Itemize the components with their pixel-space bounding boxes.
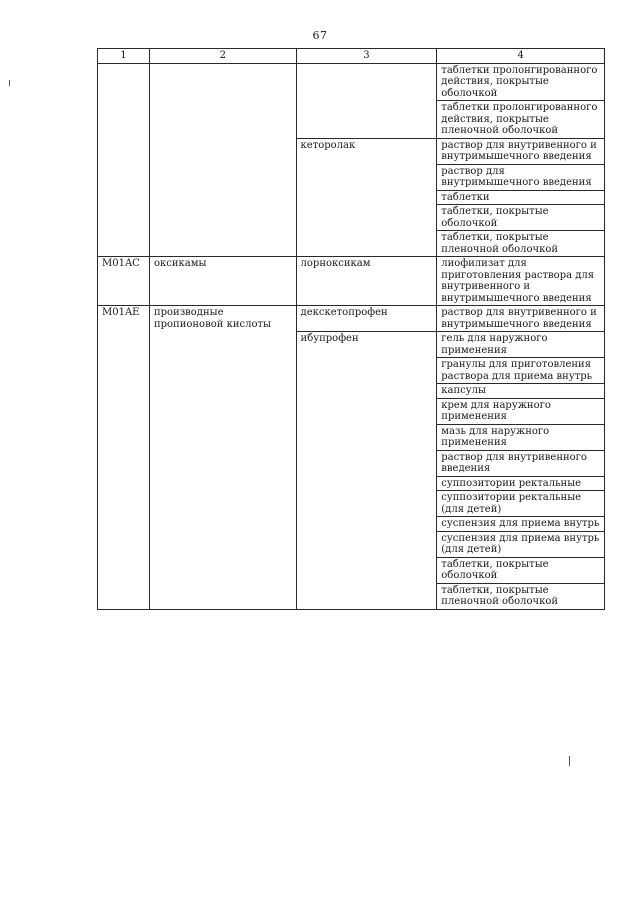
page-number: 67 bbox=[312, 29, 328, 42]
form-cell: суппозитории ректальные (для детей) bbox=[437, 491, 605, 517]
form-cell: таблетки, покрытые пленочной оболочкой bbox=[437, 231, 605, 257]
code-cell: M01AC bbox=[98, 257, 150, 306]
form-cell: раствор для внутривенного введения bbox=[437, 450, 605, 476]
form-cell: капсулы bbox=[437, 384, 605, 399]
substance-cell bbox=[296, 63, 437, 138]
table-row bbox=[98, 63, 605, 101]
form-cell: лиофилизат для приготовления раствора для внутривенного и внутримышечного введения bbox=[437, 257, 605, 306]
header-row bbox=[98, 49, 605, 64]
header-col-3: 3 bbox=[296, 49, 437, 64]
header-col-2: 2 bbox=[149, 49, 296, 64]
group-cell: оксикамы bbox=[149, 257, 296, 306]
form-cell: раствор для внутримышечного введения bbox=[437, 164, 605, 190]
form-cell: суспензия для приема внутрь bbox=[437, 517, 605, 532]
form-cell: таблетки, покрытые оболочкой bbox=[437, 205, 605, 231]
table-row bbox=[98, 257, 605, 306]
form-cell: раствор для внутривенного и внутримышечного введения bbox=[437, 138, 605, 164]
medication-table bbox=[97, 48, 605, 610]
header-col-1: 1 bbox=[98, 49, 150, 64]
form-cell: таблетки bbox=[437, 190, 605, 205]
group-cell bbox=[149, 63, 296, 257]
code-cell: M01AE bbox=[98, 306, 150, 610]
substance-cell: кеторолак bbox=[296, 138, 437, 257]
form-cell: гель для наружного применения bbox=[437, 332, 605, 358]
form-cell: крем для наружного применения bbox=[437, 398, 605, 424]
form-cell: таблетки пролонгированного действия, покрытые оболочкой bbox=[437, 63, 605, 101]
form-cell: мазь для наружного применения bbox=[437, 424, 605, 450]
table-row bbox=[98, 306, 605, 332]
form-cell: суппозитории ректальные bbox=[437, 476, 605, 491]
scan-artifact bbox=[9, 80, 10, 86]
substance-cell: ибупрофен bbox=[296, 332, 437, 610]
header-col-4: 4 bbox=[437, 49, 605, 64]
group-cell: производные пропионовой кислоты bbox=[149, 306, 296, 610]
code-cell bbox=[98, 63, 150, 257]
scan-artifact bbox=[569, 756, 570, 766]
substance-cell: декскетопрофен bbox=[296, 306, 437, 332]
form-cell: таблетки пролонгированного действия, покрытые пленочной оболочкой bbox=[437, 101, 605, 139]
form-cell: суспензия для приема внутрь (для детей) bbox=[437, 531, 605, 557]
form-cell: раствор для внутривенного и внутримышечного введения bbox=[437, 306, 605, 332]
form-cell: гранулы для приготовления раствора для приема внутрь bbox=[437, 358, 605, 384]
form-cell: таблетки, покрытые пленочной оболочкой bbox=[437, 583, 605, 609]
form-cell: таблетки, покрытые оболочкой bbox=[437, 557, 605, 583]
substance-cell: лорноксикам bbox=[296, 257, 437, 306]
